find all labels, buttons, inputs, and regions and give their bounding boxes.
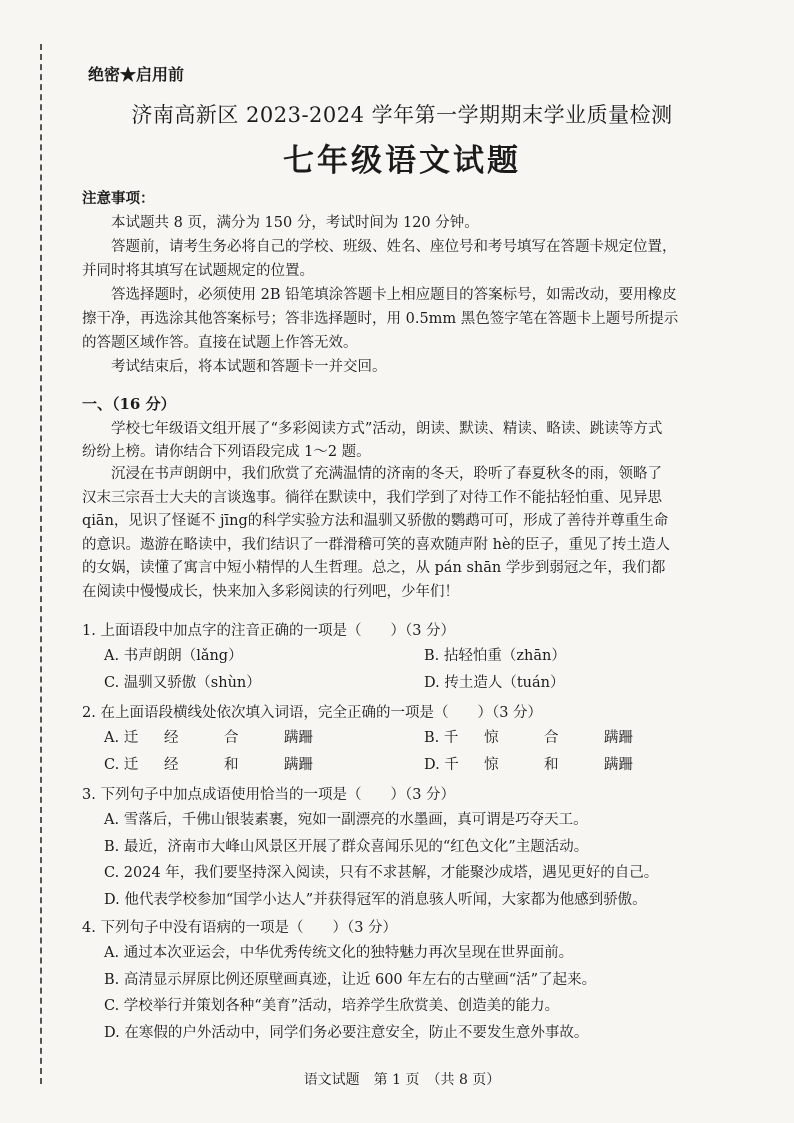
- passage-line: 在阅读中慢慢成长，快来加入多彩阅读的行列吧，少年们！: [82, 583, 459, 600]
- option-a[interactable]: A. 通过本次亚运会，中华优秀传统文化的独特魅力再次呈现在世界面前。: [104, 945, 574, 961]
- word: 和: [224, 757, 239, 773]
- option-d[interactable]: D. 在寒假的户外活动中，同学们务必要注意安全，防止不要发生意外事故。: [104, 1024, 589, 1041]
- confidential-mark: 绝密★启用前: [88, 65, 185, 84]
- option-a[interactable]: A. 书声朗朗（lǎng）: [104, 648, 243, 664]
- question-stem: 4. 下列句子中没有语病的一项是（ ）（3 分）: [82, 920, 398, 936]
- options: [82, 725, 722, 779]
- question-2: [82, 701, 722, 779]
- reading-passage: [82, 463, 722, 604]
- instruction-line: 并同时将其填写在试题规定的位置。: [82, 263, 314, 279]
- passage-line: 的意识。遨游在略读中，我们结识了一群滑稽可笑的喜欢随声附 hè的臣子，重见了抟土造人: [82, 536, 671, 553]
- word: A. 迁: [104, 730, 139, 746]
- question-stem: 2. 在上面语段横线处依次填入词语，完全正确的一项是（ ）（3 分）: [82, 705, 543, 721]
- binding-line: [40, 44, 42, 1084]
- option-b[interactable]: B. 高清显示屏原比例还原壁画真迹，让近 600 年左右的古壁画“活”了起来。: [104, 971, 597, 988]
- question-3: [82, 783, 722, 913]
- passage-line: 的女娲，读懂了寓言中短小精悍的人生哲理。总之，从 pán shān 学步到弱冠之年，我们都: [82, 560, 666, 576]
- instruction-line: 答题前，请考生务必将自己的学校、班级、姓名、座位号和考号填写在答题卡规定位置，: [111, 239, 677, 255]
- passage-line: 沉浸在书声朗朗中，我们欣赏了充满温情的济南的冬天，聆听了春夏秋冬的雨，领略了: [111, 466, 662, 482]
- question-4: [82, 916, 722, 1046]
- option-b[interactable]: B. 拈轻怕重（zhān）: [424, 648, 566, 664]
- word: 经: [164, 730, 179, 746]
- exam-subtitle: 济南高新区 2023-2024 学年第一学期期末学业质量检测: [131, 103, 673, 127]
- question-stem: 1. 上面语段中加点字的注音正确的一项是（ ）（3 分）: [82, 623, 456, 639]
- option-c[interactable]: C. 学校举行并策划各种“美育”活动，培养学生欣赏美、创造美的能力。: [104, 998, 560, 1014]
- section-intro: [82, 418, 722, 464]
- word: 经: [164, 757, 179, 773]
- option-d[interactable]: [424, 752, 744, 779]
- instruction-line: 的答题区域作答。直接在试题上作答无效。: [82, 335, 358, 351]
- page-footer: 语文试题 第 1 页 （共 8 页）: [303, 1072, 501, 1088]
- word: C. 迁: [104, 757, 139, 773]
- word: 惊: [484, 730, 499, 746]
- option-b[interactable]: [424, 725, 744, 752]
- instruction-line: 本试题共 8 页，满分为 150 分，考试时间为 120 分钟。: [111, 215, 479, 231]
- instructions-heading: 注意事项：: [82, 190, 155, 207]
- options: [82, 940, 722, 1046]
- word: B. 千: [424, 730, 459, 746]
- word: 蹒跚: [604, 757, 633, 773]
- option-b[interactable]: B. 最近，济南市大峰山风景区开展了群众喜闻乐见的“红色文化”主题活动。: [104, 838, 589, 855]
- intro-line: 纷纷上榜。请你结合下列语段完成 1～2 题。: [82, 444, 371, 460]
- instruction-line: 考试结束后，将本试题和答题卡一并交回。: [111, 359, 387, 375]
- word: 合: [544, 730, 559, 746]
- word: D. 千: [424, 757, 459, 773]
- option-c[interactable]: [104, 752, 424, 779]
- word: 惊: [484, 757, 499, 773]
- option-c[interactable]: C. 温驯又骄傲（shùn）: [104, 675, 261, 691]
- instruction-line: 答选择题时，必须使用 2B 铅笔填涂答题卡上相应题目的答案标号，如需改动，要用橡皮: [111, 287, 677, 303]
- word: 蹒跚: [604, 730, 633, 746]
- word: 蹒跚: [284, 757, 313, 773]
- word: 合: [224, 730, 239, 746]
- options: [82, 643, 722, 697]
- passage-line: qiān，见识了怪诞不 jīng的科学实验方法和温驯又骄傲的鹦鹉可可，形成了善待并尊重生命: [82, 513, 669, 529]
- word: 和: [544, 757, 559, 773]
- option-d[interactable]: D. 他代表学校参加“国学小达人”并获得冠军的消息骇人听闻，大家都为他感到骄傲。: [104, 891, 647, 908]
- exam-title: 七年级语文试题: [283, 143, 521, 179]
- instruction-line: 擦干净，再选涂其他答案标号；答非选择题时，用 0.5mm 黑色签字笔在答题卡上题号所提示: [82, 311, 679, 327]
- section-heading: 一、（16 分）: [82, 395, 176, 413]
- option-a[interactable]: A. 雪落后，千佛山银装素裹，宛如一副漂亮的水墨画，真可谓是巧夺天工。: [104, 812, 588, 828]
- word: 蹒跚: [284, 730, 313, 746]
- option-c[interactable]: C. 2024 年，我们要坚持深入阅读，只有不求甚解，才能聚沙成塔，遇见更好的自己。: [104, 865, 659, 881]
- option-d[interactable]: D. 抟土造人（tuán）: [424, 675, 565, 691]
- option-a[interactable]: [104, 725, 424, 752]
- question-stem: 3. 下列句子中加点成语使用恰当的一项是（ ）（3 分）: [82, 787, 456, 803]
- options: [82, 807, 722, 913]
- instructions: [82, 187, 722, 379]
- intro-line: 学校七年级语文组开展了“多彩阅读方式”活动，朗读、默读、精读、略读、跳读等方式: [111, 421, 663, 437]
- passage-line: 汉末三宗吾士大夫的言谈逸事。徜徉在默读中，我们学到了对待工作不能拈轻怕重、见异思: [82, 489, 662, 506]
- question-1: [82, 619, 722, 697]
